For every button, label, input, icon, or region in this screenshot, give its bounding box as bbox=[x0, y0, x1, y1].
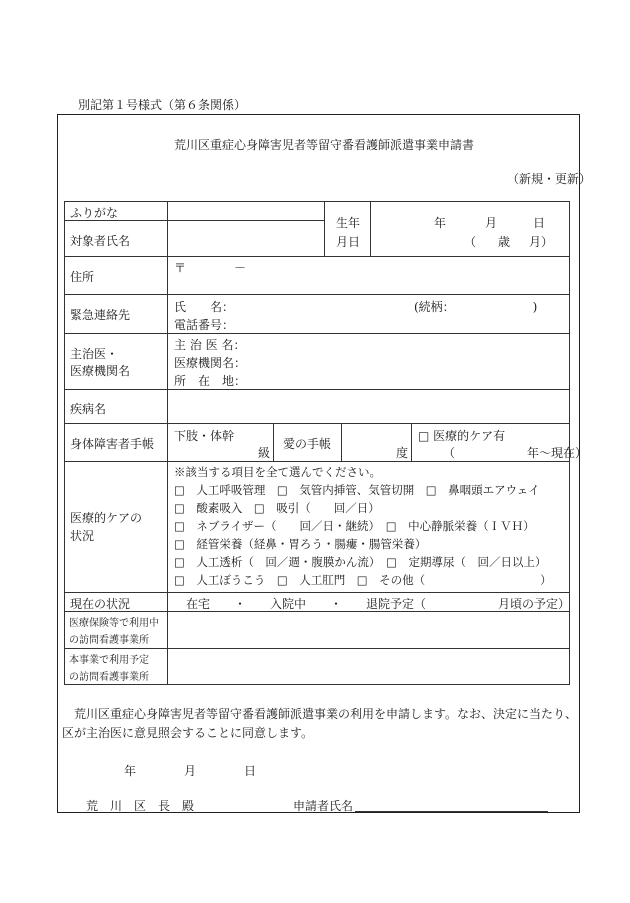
age-open: （ bbox=[464, 235, 477, 249]
medical-care-since: （ 年～現在） bbox=[443, 446, 588, 460]
label-name: 対象者氏名 bbox=[70, 234, 131, 248]
care-option-line[interactable]: □ 人工透析（ 回／週・腹膜かん流） □ 定期導尿（ 回／日以上） bbox=[174, 555, 547, 569]
label-status: 現在の状況 bbox=[70, 597, 131, 611]
date-day: 日 bbox=[244, 764, 257, 778]
addressee: 荒 川 区 長 殿 bbox=[86, 799, 195, 813]
label-birth-1: 生年 bbox=[336, 216, 361, 230]
date-year: 年 bbox=[124, 764, 137, 778]
label-love-book: 愛の手帳 bbox=[283, 437, 332, 451]
care-option-line[interactable]: □ 酸素吸入 □ 吸引（ 回／日） bbox=[174, 501, 380, 515]
label-nursing-planned-1: 本事業で利用予定 bbox=[69, 655, 149, 666]
consent-text-2: 区が主治医に意見照会することに同意します。 bbox=[62, 726, 314, 740]
applicant-signature-line[interactable] bbox=[355, 811, 548, 812]
label-disease: 疾病名 bbox=[70, 402, 107, 416]
age-sai: 歳 bbox=[498, 235, 511, 249]
form-number: 別記第１号様式（第６条関係） bbox=[78, 98, 247, 112]
emergency-relation: (続柄： ) bbox=[414, 300, 538, 314]
doctor-address: 所 在 地： bbox=[174, 374, 247, 388]
label-care-2: 状況 bbox=[70, 529, 95, 543]
form-type: （新規・更新） bbox=[507, 172, 592, 186]
postal-code: 〒 － bbox=[174, 261, 247, 275]
care-option-line[interactable]: □ 経管栄養（経鼻・胃ろう・腸瘻・腸管栄養） bbox=[174, 537, 427, 551]
label-furigana: ふりがな bbox=[70, 206, 119, 220]
label-address: 住所 bbox=[70, 270, 95, 284]
label-doctor-2: 医療機関名 bbox=[70, 364, 131, 378]
care-instruction: ※該当する項目を全て選んでください。 bbox=[174, 465, 381, 479]
applicant-label: 申請者氏名 bbox=[293, 799, 354, 813]
label-emergency: 緊急連絡先 bbox=[70, 308, 131, 322]
birth-year: 年 bbox=[434, 216, 447, 230]
emergency-name: 氏 名： bbox=[174, 300, 235, 314]
disability-grade: 級 bbox=[258, 446, 271, 460]
label-nursing-current-1: 医療保険等で利用中 bbox=[69, 618, 159, 629]
age-month: 月） bbox=[529, 235, 554, 249]
status-options[interactable]: 在宅 ・ 入院中 ・ 退院予定（ 月頃の予定） bbox=[186, 597, 571, 611]
birth-month: 月 bbox=[485, 216, 498, 230]
doctor-institution: 医療機関名： bbox=[174, 356, 247, 370]
label-doctor-1: 主治医・ bbox=[70, 347, 119, 361]
consent-text-1: 荒川区重症心身障害児者等留守番看護師派遣事業の利用を申請します。なお、決定に当たり、 bbox=[74, 707, 578, 721]
label-nursing-current-2: の訪問看護事業所 bbox=[69, 635, 149, 646]
label-disability-book: 身体障害者手帳 bbox=[70, 437, 155, 451]
birth-day: 日 bbox=[533, 216, 546, 230]
care-option-line[interactable]: □ 人工ぼうこう □ 人工肛門 □ その他（ ） bbox=[174, 573, 552, 587]
care-option-line[interactable]: □ 人工呼吸管理 □ 気管内挿管、気管切開 □ 鼻咽頭エアウェイ bbox=[174, 483, 540, 497]
label-care-1: 医療的ケアの bbox=[70, 511, 143, 525]
doctor-name: 主 治 医 名： bbox=[174, 338, 246, 352]
disability-limbs: 下肢・体幹 bbox=[174, 429, 235, 443]
date-month: 月 bbox=[184, 764, 197, 778]
love-book-degree: 度 bbox=[396, 446, 409, 460]
medical-care-yes-checkbox[interactable]: □ 医療的ケア有 bbox=[418, 429, 506, 443]
label-nursing-planned-2: の訪問看護事業所 bbox=[69, 672, 149, 683]
label-birth-2: 月日 bbox=[336, 235, 361, 249]
form-title: 荒川区重症心身障害児者等留守番看護師派遣事業申請書 bbox=[174, 138, 475, 152]
emergency-phone: 電話番号： bbox=[174, 318, 235, 332]
care-option-line[interactable]: □ ネブライザー（ 回／日・継続） □ 中心静脈栄養（ＩＶＨ） bbox=[174, 519, 535, 533]
